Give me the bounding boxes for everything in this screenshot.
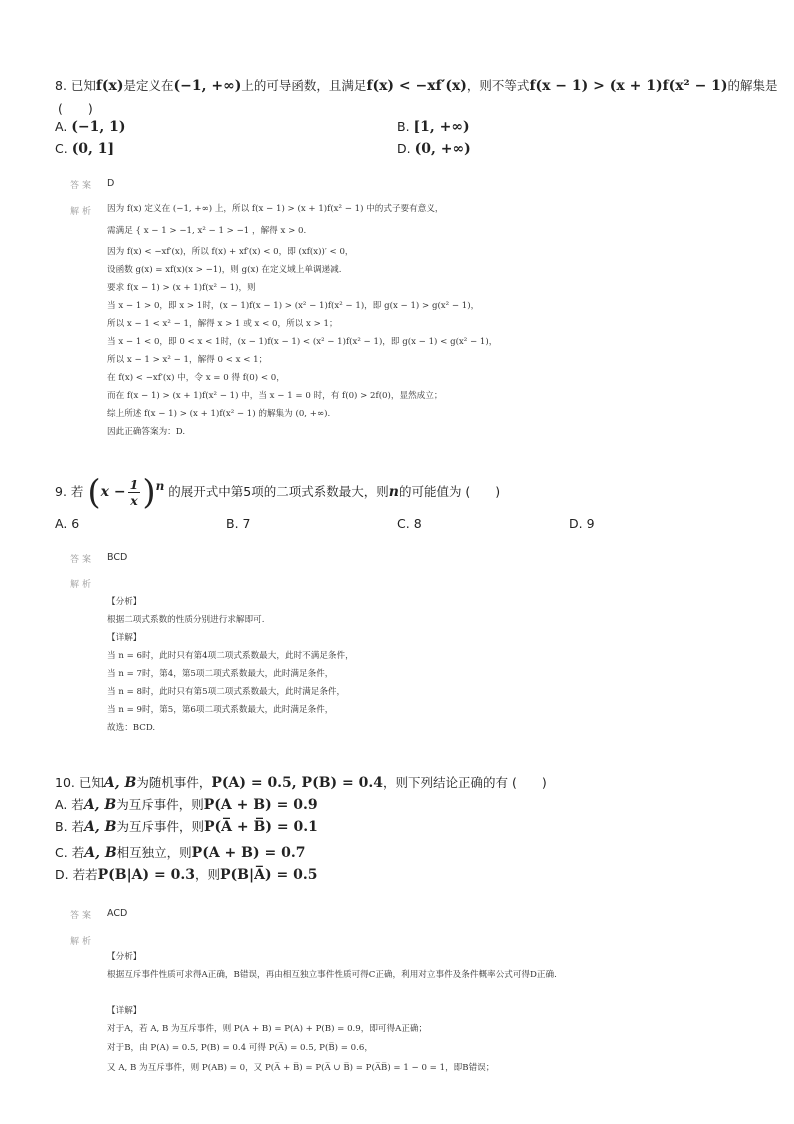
option-value: 6 — [71, 516, 80, 531]
q8-analysis-line: 综上所述 f(x − 1) > (x + 1)f(x² − 1) 的解集为 (0, +∞). — [107, 409, 331, 419]
option-key: B. — [55, 819, 68, 834]
q8-analysis-line: 所以 x − 1 < x² − 1，解得 x > 1 或 x < 0，所以 x > 1； — [107, 319, 338, 329]
q10-analysis-line: 对于B，由 P(A) = 0.5, P(B) = 0.4 可得 P(A̅) = 0.5, P(B̅) = 0.6， — [107, 1043, 373, 1053]
q10-answer: ACD — [107, 908, 128, 919]
option-math: P(B|A) = 0.3 — [97, 867, 196, 883]
q9-option-a[interactable] — [55, 515, 79, 533]
q9-analysis-line: 当 n = 6时，此时只有第4项二项式系数最大，此时不满足条件， — [107, 651, 354, 661]
q9-exponent: n — [155, 479, 165, 493]
q10-analysis-line: 根据互斥事件性质可求得A正确，B错误，再由相互独立事件性质可得C正确，利用对立事件及条件概率公式可得D正确. — [107, 970, 557, 980]
option-math: P(B|A̅) = 0.5 — [220, 867, 318, 883]
q9-math: x − — [100, 484, 126, 500]
q9-stem — [55, 472, 500, 512]
q10-option-c[interactable] — [55, 844, 305, 862]
q8-stem-text: ，则不等式 — [466, 78, 530, 93]
option-math: A, B — [83, 797, 117, 813]
q8-stem — [55, 77, 778, 95]
option-key: B. — [226, 516, 239, 531]
option-math: P(A̅ + B̅) = 0.1 — [204, 819, 318, 835]
q9-analysis-line: 【详解】 — [107, 633, 142, 643]
option-key: A. — [55, 119, 68, 134]
q9-stem-text: 的展开式中第5项的二项式系数最大，则 — [168, 484, 389, 499]
q8-analysis-line: 设函数 g(x) = xf(x)(x > −1)，则 g(x) 在定义域上单调递减. — [107, 265, 342, 275]
q8-analysis-line: 因为 f(x) 定义在 (−1, +∞) 上，所以 f(x − 1) > (x + 1)f(x² − 1) 中的式子要有意义， — [107, 204, 444, 214]
q9-option-c[interactable] — [397, 515, 422, 533]
option-text: ，则 — [195, 867, 221, 882]
option-math: A, B — [84, 845, 117, 861]
q9-option-d[interactable] — [569, 515, 595, 533]
q10-stem — [55, 774, 547, 792]
q10-analysis-line: 【分析】 — [107, 952, 142, 962]
option-text: 若 — [71, 797, 84, 812]
q8-stem-text: 是定义在 — [123, 78, 174, 93]
option-math: P(A + B) = 0.7 — [191, 845, 306, 861]
q10-analysis-label: 解析 — [70, 937, 95, 947]
option-text: 若 — [71, 819, 85, 834]
q9-stem-text: 9. 若 — [55, 484, 84, 499]
q8-analysis-line: 因此正确答案为：D. — [107, 427, 186, 437]
q9-analysis-line: 当 n = 7时，第4，第5项二项式系数最大，此时满足条件， — [107, 669, 334, 679]
option-key: A. — [55, 797, 68, 812]
q10-stem-text: 10. 已知 — [55, 775, 104, 790]
option-value: [1, +∞) — [413, 119, 470, 135]
q8-option-d[interactable] — [397, 140, 471, 158]
q9-analysis-line: 故选：BCD. — [107, 723, 156, 733]
q8-option-b[interactable] — [397, 118, 470, 136]
option-value: (0, 1] — [71, 141, 115, 157]
option-value: 9 — [586, 516, 595, 531]
q9-frac-den: x — [130, 493, 138, 508]
q8-option-c[interactable] — [55, 140, 114, 158]
q9-math: n — [388, 484, 399, 500]
q8-math: f(x) < −xf′(x) — [366, 78, 467, 94]
option-text: 若 — [71, 845, 85, 860]
q8-stem-text: 上的可导函数，且满足 — [241, 78, 367, 93]
q9-answer-label: 答案 — [70, 555, 95, 565]
q10-option-d[interactable] — [55, 866, 317, 884]
q10-analysis-line: 又 A, B 为互斥事件，则 P(AB) = 0，又 P(A̅ + B̅) = P(A̅ ∪ B̅) = P(A̅B̅) = 1 − 0 = 1，即B错误； — [107, 1063, 495, 1073]
q10-stem-text: 为随机事件， — [136, 775, 212, 790]
q9-analysis-line: 根据二项式系数的性质分别进行求解即可. — [107, 615, 265, 625]
q9-analysis-line: 当 n = 8时，此时只有第5项二项式系数最大，此时满足条件， — [107, 687, 346, 697]
q10-math: A, B — [103, 775, 137, 791]
q10-stem-text: ，则下列结论正确的有 ( ) — [383, 775, 547, 790]
option-value: 7 — [242, 516, 251, 531]
q8-answer-label: 答案 — [70, 181, 95, 191]
option-key: A. — [55, 516, 68, 531]
q8-analysis-line: 因为 f(x) < −xf′(x)，所以 f(x) + xf′(x) < 0，即 (xf(x))′ < 0， — [107, 247, 354, 257]
q9-fraction — [128, 477, 141, 508]
q9-answer: BCD — [107, 552, 128, 563]
q9-analysis-label: 解析 — [70, 580, 95, 590]
option-key: D. — [397, 141, 411, 156]
q10-analysis-line: 【详解】 — [107, 1006, 142, 1016]
q10-option-a[interactable] — [55, 796, 318, 814]
q8-analysis-label: 解析 — [70, 207, 95, 217]
q9-analysis-line: 【分析】 — [107, 597, 142, 607]
q8-answer-paren: ( ) — [58, 101, 93, 116]
option-value: 8 — [413, 516, 422, 531]
q10-answer-label: 答案 — [70, 911, 95, 921]
q8-analysis-line: 当 x − 1 < 0，即 0 < x < 1时，(x − 1)f(x − 1) < (x² − 1)f(x² − 1)，即 g(x − 1) < g(x² − 1)， — [107, 337, 498, 347]
option-text: 为互斥事件，则 — [116, 797, 204, 812]
q9-left-paren: ( — [87, 472, 101, 513]
q8-math: (−1, +∞) — [173, 78, 242, 94]
q8-analysis-line: 所以 x − 1 > x² − 1，解得 0 < x < 1； — [107, 355, 268, 365]
q9-option-b[interactable] — [226, 515, 251, 533]
option-value: (−1, 1) — [71, 119, 126, 135]
option-key: B. — [397, 119, 410, 134]
q8-math: f(x) — [95, 78, 124, 94]
option-key: D. — [569, 516, 583, 531]
option-math: P(A + B) = 0.9 — [203, 797, 318, 813]
q8-stem-text: 8. 已知 — [55, 78, 96, 93]
q10-analysis-line: 对于A，若 A, B 为互斥事件，则 P(A + B) = P(A) + P(B) = 0.9，即可得A正确； — [107, 1024, 428, 1034]
q10-option-b[interactable] — [55, 818, 318, 836]
q8-analysis-line: 需满足 { x − 1 > −1, x² − 1 > −1 ，解得 x > 0. — [107, 226, 307, 236]
option-key: D. — [55, 867, 69, 882]
option-text: 为互斥事件，则 — [116, 819, 205, 834]
q9-right-paren: ) — [142, 472, 156, 513]
q8-answer: D — [107, 178, 115, 189]
q8-analysis-line: 当 x − 1 > 0，即 x > 1时，(x − 1)f(x − 1) > (x² − 1)f(x² − 1)，即 g(x − 1) > g(x² − 1)， — [107, 301, 480, 311]
option-key: C. — [55, 141, 68, 156]
option-math: A, B — [84, 819, 117, 835]
q8-analysis-line: 在 f(x) < −xf′(x) 中，令 x = 0 得 f(0) < 0， — [107, 373, 285, 383]
q10-math: P(A) = 0.5, P(B) = 0.4 — [211, 775, 383, 791]
q8-math: f(x − 1) > (x + 1)f(x² − 1) — [529, 78, 728, 94]
q8-option-a[interactable] — [55, 118, 126, 136]
option-key: C. — [397, 516, 410, 531]
option-key: C. — [55, 845, 68, 860]
q8-analysis-line: 而在 f(x − 1) > (x + 1)f(x² − 1) 中，当 x − 1 = 0 时，有 f(0) > 2f(0)，显然成立； — [107, 391, 443, 401]
q8-analysis-line: 要求 f(x − 1) > (x + 1)f(x² − 1)，则 — [107, 283, 256, 293]
option-value: (0, +∞) — [414, 141, 471, 157]
option-text: 若若 — [72, 867, 98, 882]
option-text: 相互独立，则 — [116, 845, 192, 860]
q8-stem-text: 的解集是 — [727, 78, 778, 93]
q9-analysis-line: 当 n = 9时，第5，第6项二项式系数最大，此时满足条件， — [107, 705, 334, 715]
q9-stem-text: 的可能值为 ( ) — [398, 484, 501, 499]
q9-frac-num: 1 — [129, 477, 139, 492]
